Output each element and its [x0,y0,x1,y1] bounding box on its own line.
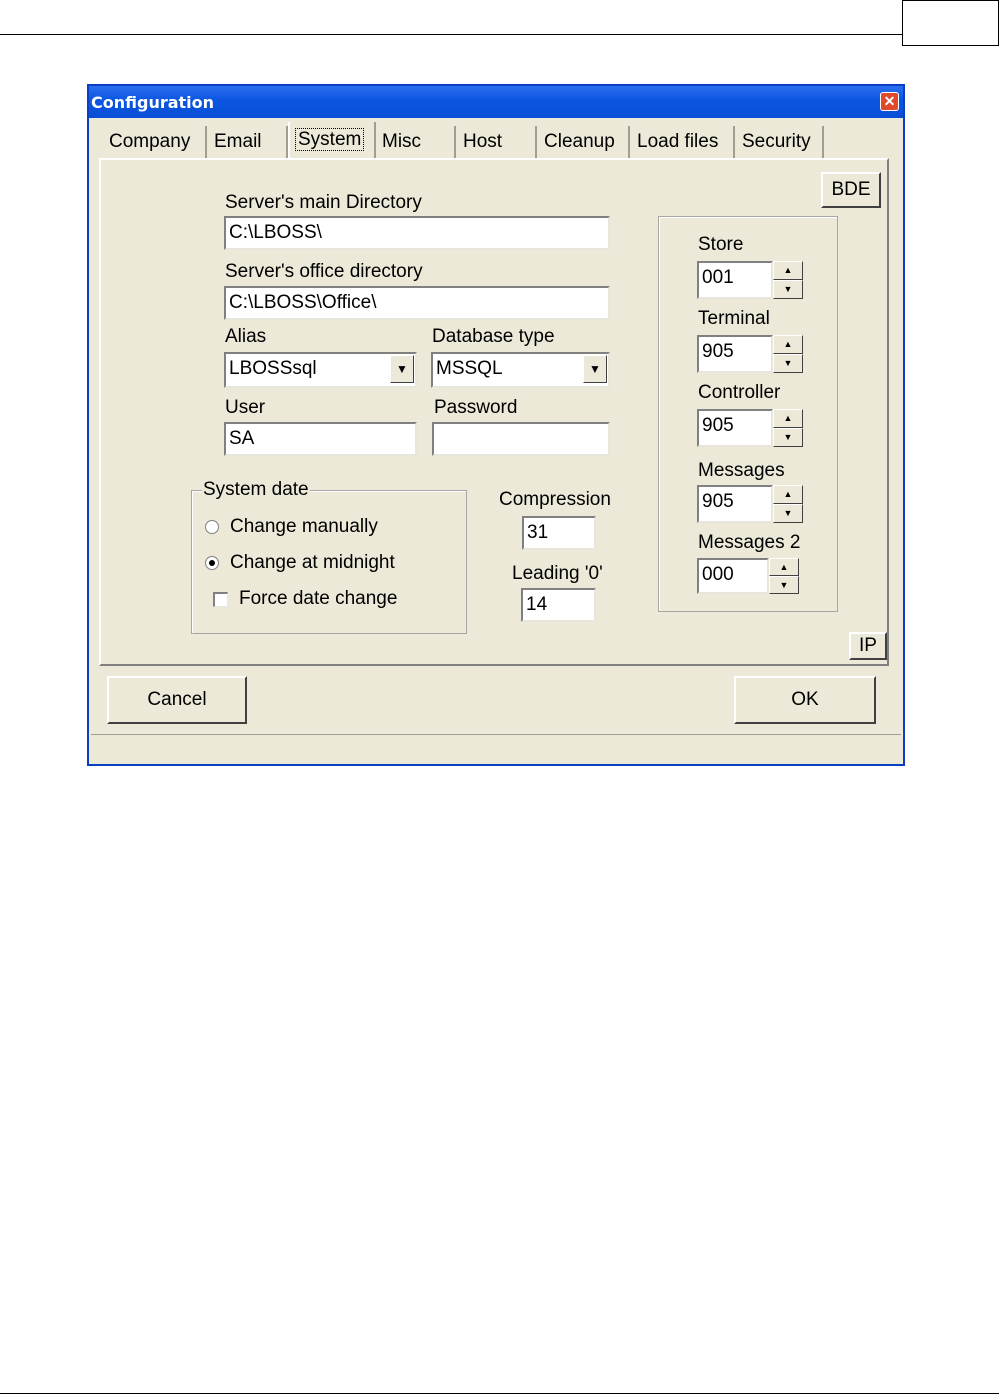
messages2-spin-up[interactable] [769,558,799,576]
arrow-up-icon: ▲ [783,339,793,349]
compression-field[interactable]: 31 [522,516,596,550]
arrow-up-icon: ▲ [783,265,793,275]
controller-label: Controller [698,382,781,403]
alias-dropdown-button[interactable] [390,355,414,383]
status-bar [91,734,901,762]
arrow-up-icon: ▲ [783,413,793,423]
server-office-dir-field[interactable]: C:\LBOSS\Office\ [224,286,610,320]
terminal-spin-up[interactable] [773,335,803,354]
leading-zero-label: Leading '0' [512,563,603,584]
force-date-change-label[interactable]: Force date change [239,588,398,609]
tab-system-label: System [298,129,362,150]
store-field[interactable]: 001 [697,261,773,299]
tab-cleanup-label: Cleanup [544,131,615,152]
terminal-spinner [773,335,803,373]
tab-load-files-label: Load files [637,131,719,152]
messages2-spinner [769,558,799,596]
arrow-down-icon: ▼ [783,508,793,518]
tab-host-label: Host [463,131,503,152]
tab-misc[interactable] [376,126,456,158]
controller-field[interactable]: 905 [697,409,773,447]
arrow-down-icon: ▼ [783,358,793,368]
store-spinner [773,261,803,299]
messages-spinner [773,485,803,523]
user-label: User [225,397,266,418]
force-date-change-checkbox[interactable] [213,592,228,607]
alias-value: LBOSSsql [229,358,317,379]
terminal-spin-down[interactable] [773,354,803,373]
change-manually-radio[interactable] [205,520,219,534]
arrow-down-icon: ▼ [779,580,789,590]
bde-button[interactable]: BDE [821,172,881,208]
controller-spin-down[interactable] [773,428,803,447]
window-title: Configuration [91,93,215,112]
messages-field[interactable]: 905 [697,485,773,523]
close-button[interactable] [880,92,899,111]
terminal-field[interactable]: 905 [697,335,773,373]
messages2-field[interactable]: 000 [697,558,769,594]
tab-email-label: Email [214,131,262,152]
arrow-down-icon: ▼ [783,284,793,294]
messages-spin-down[interactable] [773,504,803,523]
tab-host[interactable] [457,126,537,158]
compression-label: Compression [499,489,611,510]
terminal-label: Terminal [698,308,770,329]
arrow-down-icon: ▼ [783,432,793,442]
ok-button[interactable]: OK [734,676,876,724]
page-number-box [902,0,999,46]
leading-zero-field[interactable]: 14 [521,588,596,622]
arrow-up-icon: ▲ [779,562,789,572]
tab-security-label: Security [742,131,811,152]
store-spin-up[interactable] [773,261,803,280]
tab-system[interactable] [288,122,376,158]
server-office-dir-label: Server's office directory [225,261,423,282]
controller-spinner [773,409,803,447]
messages2-label: Messages 2 [698,532,801,553]
tab-email[interactable] [208,126,288,158]
system-date-caption: System date [203,479,309,500]
database-type-dropdown-button[interactable] [583,355,607,383]
password-label: Password [434,397,518,418]
tab-company[interactable] [103,126,207,158]
ip-button[interactable]: IP [849,632,887,660]
server-main-dir-field[interactable]: C:\LBOSS\ [224,216,610,250]
chevron-down-icon: ▼ [396,362,408,376]
change-at-midnight-radio[interactable] [205,556,219,570]
page-header-rule [0,34,902,35]
tab-cleanup[interactable] [538,126,630,158]
chevron-down-icon: ▼ [589,362,601,376]
messages-spin-up[interactable] [773,485,803,504]
close-icon: ✕ [883,93,896,109]
server-main-dir-label: Server's main Directory [225,192,422,213]
alias-label: Alias [225,326,267,347]
cancel-button[interactable]: Cancel [107,676,247,724]
alias-select[interactable] [224,352,417,388]
messages-label: Messages [698,460,785,481]
tab-strip [103,126,823,158]
messages2-spin-down[interactable] [769,576,799,594]
arrow-up-icon: ▲ [783,489,793,499]
password-field[interactable] [432,422,610,456]
tab-misc-label: Misc [382,131,422,152]
system-date-group [191,479,467,634]
user-field[interactable]: SA [224,422,417,456]
change-manually-label[interactable]: Change manually [230,516,378,537]
tab-load-files[interactable] [631,126,735,158]
database-type-value: MSSQL [436,358,503,379]
title-bar[interactable] [89,86,903,118]
controller-spin-up[interactable] [773,409,803,428]
database-type-label: Database type [432,326,555,347]
change-at-midnight-label[interactable]: Change at midnight [230,552,395,573]
tab-company-label: Company [109,131,191,152]
configuration-window [87,84,905,766]
store-spin-down[interactable] [773,280,803,299]
ids-group [658,216,838,612]
store-label: Store [698,234,744,255]
database-type-select[interactable] [431,352,610,388]
page-footer-rule [0,1393,999,1394]
tab-security[interactable] [736,126,824,158]
system-tab-panel [99,158,889,666]
